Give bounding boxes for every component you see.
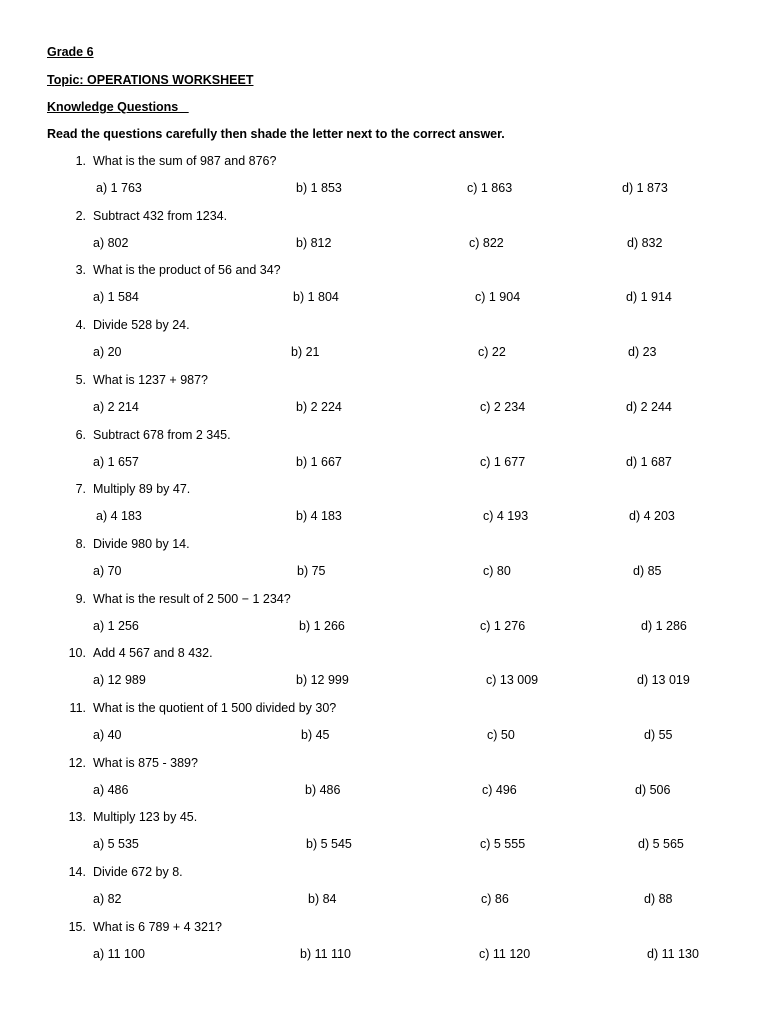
- answer-option-a[interactable]: a) 70: [93, 563, 122, 578]
- answer-option-b[interactable]: b) 21: [291, 345, 320, 360]
- question-number: 9.: [75, 591, 86, 606]
- answer-option-c[interactable]: c) 1 276: [480, 618, 526, 633]
- question-item: [0, 645, 768, 695]
- question-item: [0, 317, 768, 367]
- answer-option-a[interactable]: a) 11 100: [93, 946, 145, 961]
- question-number: 11.: [69, 701, 86, 715]
- answer-option-d[interactable]: d) 5 565: [638, 837, 684, 852]
- answer-option-a[interactable]: a) 1 763: [96, 181, 142, 195]
- question-item: [0, 481, 768, 531]
- answer-option-a[interactable]: a) 802: [93, 235, 129, 250]
- answer-option-d[interactable]: d) 1 687: [626, 454, 672, 469]
- answer-option-d[interactable]: d) 1 873: [622, 181, 668, 195]
- answer-option-d[interactable]: d) 1 914: [626, 290, 672, 305]
- answer-option-b[interactable]: b) 4 183: [296, 509, 342, 524]
- question-item: [0, 153, 768, 203]
- question-text: Subtract 432 from 1234.: [93, 208, 228, 223]
- question-number: 1.: [75, 154, 86, 168]
- answer-option-c[interactable]: c) 80: [483, 563, 511, 578]
- answer-option-b[interactable]: b) 1 266: [299, 618, 345, 633]
- answer-option-b[interactable]: b) 812: [296, 235, 332, 250]
- question-item: [0, 208, 768, 258]
- answer-option-b[interactable]: b) 1 853: [296, 181, 342, 195]
- answer-option-d[interactable]: d) 55: [644, 728, 673, 742]
- question-number: 7.: [75, 482, 86, 497]
- answer-option-d[interactable]: d) 506: [635, 782, 671, 797]
- answer-option-c[interactable]: c) 822: [469, 235, 504, 250]
- instructions: Read the questions carefully then shade the letter next to the correct answer.: [47, 127, 505, 141]
- answer-option-d[interactable]: d) 23: [628, 345, 657, 360]
- answer-option-b[interactable]: b) 12 999: [296, 673, 349, 688]
- question-text: Divide 672 by 8.: [93, 865, 183, 880]
- question-text: Multiply 123 by 45.: [93, 810, 198, 825]
- question-item: [0, 262, 768, 312]
- question-text: Divide 980 by 14.: [93, 536, 190, 551]
- question-text: What is 875 - 389?: [93, 755, 198, 770]
- answer-option-b[interactable]: b) 1 804: [293, 290, 339, 305]
- answer-option-a[interactable]: a) 12 989: [93, 673, 146, 688]
- answer-option-c[interactable]: c) 13 009: [486, 673, 539, 688]
- answer-option-c[interactable]: c) 11 120: [479, 946, 531, 961]
- answer-option-c[interactable]: c) 2 234: [480, 399, 526, 414]
- answer-option-c[interactable]: c) 22: [478, 345, 506, 360]
- answer-option-b[interactable]: b) 1 667: [296, 454, 342, 469]
- question-text: What is the sum of 987 and 876?: [93, 154, 277, 168]
- answer-option-b[interactable]: b) 2 224: [296, 399, 342, 414]
- question-number: 2.: [75, 208, 86, 223]
- answer-option-b[interactable]: b) 5 545: [306, 837, 352, 852]
- answer-option-c[interactable]: c) 1 677: [480, 454, 526, 469]
- question-item: [0, 864, 768, 914]
- question-item: [0, 755, 768, 805]
- answer-option-a[interactable]: a) 5 535: [93, 837, 139, 852]
- question-number: 4.: [75, 318, 86, 333]
- question-item: [0, 427, 768, 477]
- answer-option-d[interactable]: d) 13 019: [637, 673, 690, 688]
- answer-option-b[interactable]: b) 486: [305, 782, 341, 797]
- question-number: 3.: [75, 263, 86, 278]
- question-text: Divide 528 by 24.: [93, 318, 190, 333]
- question-number: 6.: [75, 427, 86, 442]
- question-text: What is the product of 56 and 34?: [93, 263, 281, 278]
- section-heading: Knowledge Questions: [47, 100, 189, 114]
- answer-option-c[interactable]: c) 86: [481, 892, 509, 907]
- question-item: [0, 372, 768, 422]
- answer-option-b[interactable]: b) 11 110: [300, 946, 351, 961]
- answer-option-d[interactable]: d) 1 286: [641, 618, 687, 633]
- answer-option-a[interactable]: a) 486: [93, 782, 129, 797]
- grade-heading: Grade 6: [47, 45, 94, 59]
- question-text: Add 4 567 and 8 432.: [93, 646, 213, 661]
- answer-option-a[interactable]: a) 20: [93, 345, 122, 360]
- question-text: What is 1237 + 987?: [93, 372, 209, 387]
- question-text: Multiply 89 by 47.: [93, 482, 191, 497]
- answer-option-d[interactable]: d) 2 244: [626, 399, 672, 414]
- answer-option-c[interactable]: c) 1 904: [475, 290, 521, 305]
- answer-option-c[interactable]: c) 496: [482, 782, 517, 797]
- answer-option-d[interactable]: d) 11 130: [647, 946, 699, 961]
- topic-heading: Topic: OPERATIONS WORKSHEET: [47, 73, 254, 87]
- answer-option-d[interactable]: d) 85: [633, 563, 662, 578]
- question-number: 15.: [68, 919, 86, 934]
- answer-option-a[interactable]: a) 1 256: [93, 618, 139, 633]
- answer-option-a[interactable]: a) 4 183: [96, 509, 142, 524]
- question-item: [0, 700, 768, 750]
- question-item: [0, 809, 768, 859]
- answer-option-c[interactable]: c) 5 555: [480, 837, 526, 852]
- question-number: 13.: [68, 810, 86, 825]
- question-item: [0, 919, 768, 969]
- answer-option-b[interactable]: b) 75: [297, 563, 326, 578]
- question-number: 14.: [68, 865, 86, 880]
- question-text: What is the quotient of 1 500 divided by 30?: [93, 701, 337, 715]
- answer-option-d[interactable]: d) 88: [644, 892, 673, 907]
- question-text: Subtract 678 from 2 345.: [93, 427, 231, 442]
- question-text: What is the result of 2 500 − 1 234?: [93, 591, 291, 606]
- answer-option-a[interactable]: a) 2 214: [93, 399, 139, 414]
- question-number: 10.: [68, 646, 86, 661]
- answer-option-a[interactable]: a) 1 657: [93, 454, 139, 469]
- answer-option-a[interactable]: a) 40: [93, 728, 122, 742]
- question-text: What is 6 789 + 4 321?: [93, 919, 222, 934]
- answer-option-d[interactable]: d) 4 203: [629, 509, 675, 524]
- question-number: 12.: [68, 755, 86, 770]
- answer-option-b[interactable]: b) 84: [308, 892, 337, 907]
- answer-option-b[interactable]: b) 45: [301, 728, 330, 742]
- answer-option-a[interactable]: a) 1 584: [93, 290, 139, 305]
- answer-option-c[interactable]: c) 1 863: [467, 181, 513, 195]
- answer-option-a[interactable]: a) 82: [93, 892, 122, 907]
- answer-option-c[interactable]: c) 4 193: [483, 509, 529, 524]
- question-number: 5.: [75, 372, 86, 387]
- question-number: 8.: [75, 536, 86, 551]
- answer-option-c[interactable]: c) 50: [487, 728, 515, 742]
- answer-option-d[interactable]: d) 832: [627, 235, 663, 250]
- question-item: [0, 591, 768, 641]
- question-item: [0, 536, 768, 586]
